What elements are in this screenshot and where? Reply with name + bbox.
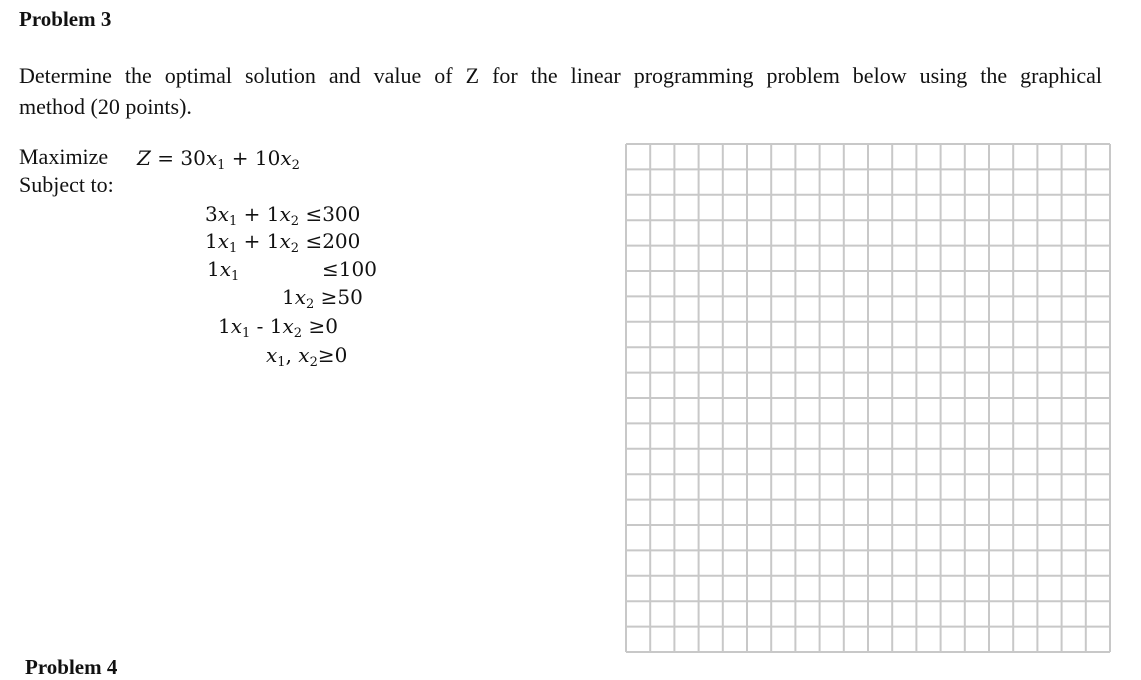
instructions-line-2: method (20 points).: [19, 94, 192, 119]
constraint-1-relation: ≤: [305, 202, 323, 226]
constraint-1-rhs: 300: [322, 202, 361, 226]
constraint-5-coef-2: 1: [269, 314, 283, 338]
constraint-3-lhs: $1x_1$: [207, 257, 240, 284]
constraint-2-relation: ≤: [305, 229, 323, 253]
constraint-1-coef-1: 3: [205, 202, 218, 226]
constraint-5-relation: ≥: [308, 314, 326, 338]
constraint-4-coef-2: 1: [282, 285, 295, 309]
constraint-3-rhs-group: [322, 259, 377, 279]
instructions-line-1: Determine the optimal solution and value of Z for the linear programming problem below using the graphical: [19, 63, 1102, 88]
maximize-label: Maximize: [19, 144, 109, 169]
constraint-3-relation: ≤: [322, 257, 339, 281]
constraint-2-coef-1: 1: [205, 229, 218, 253]
constraint-1-coef-2: 1: [266, 202, 280, 226]
non-negativity-constraint: $x_1$, $x_2\ge 0$: [266, 343, 348, 370]
constraint-3-rhs: 100: [338, 257, 377, 281]
constraint-3-coef-1: 1: [207, 257, 220, 281]
constraint-5: $1x_1 - 1x_2 \ge 0$: [218, 314, 338, 341]
constraint-4-rhs: 50: [337, 285, 363, 309]
objective-equals: =: [157, 146, 175, 170]
constraint-2-operator: +: [243, 229, 261, 253]
objective-coef-2: 10: [254, 146, 281, 170]
constraint-5-coef-1: 1: [218, 314, 231, 338]
constraint-1: $3x_1 + 1x_2 \le 300$: [205, 202, 361, 229]
objective-function: $Z = 30x_1 + 10x_2$: [137, 146, 300, 173]
problem-3-instructions: [19, 60, 1102, 122]
constraint-1-operator: +: [243, 202, 261, 226]
objective-plus: +: [231, 146, 249, 170]
constraint-2-coef-2: 1: [266, 229, 280, 253]
constraint-4: $1x_2 \ge 50$: [282, 285, 363, 312]
problem-4-heading: Problem 4: [25, 655, 118, 679]
objective-variable: Z: [137, 146, 151, 170]
constraint-5-rhs: 0: [325, 314, 338, 338]
objective-coef-1: 30: [180, 146, 206, 170]
problem-3-heading: Problem 3: [19, 7, 112, 31]
graph-paper-grid: [625, 143, 1111, 653]
constraint-5-operator: -: [256, 314, 264, 338]
subject-to-label: Subject to:: [19, 172, 114, 197]
non-negativity-relation: ≥: [317, 343, 335, 367]
non-negativity-rhs: 0: [334, 343, 348, 367]
constraint-4-relation: ≥: [320, 285, 338, 309]
constraint-2: $1x_1 + 1x_2 \le 200$: [205, 229, 361, 256]
constraint-2-rhs: 200: [322, 229, 361, 253]
